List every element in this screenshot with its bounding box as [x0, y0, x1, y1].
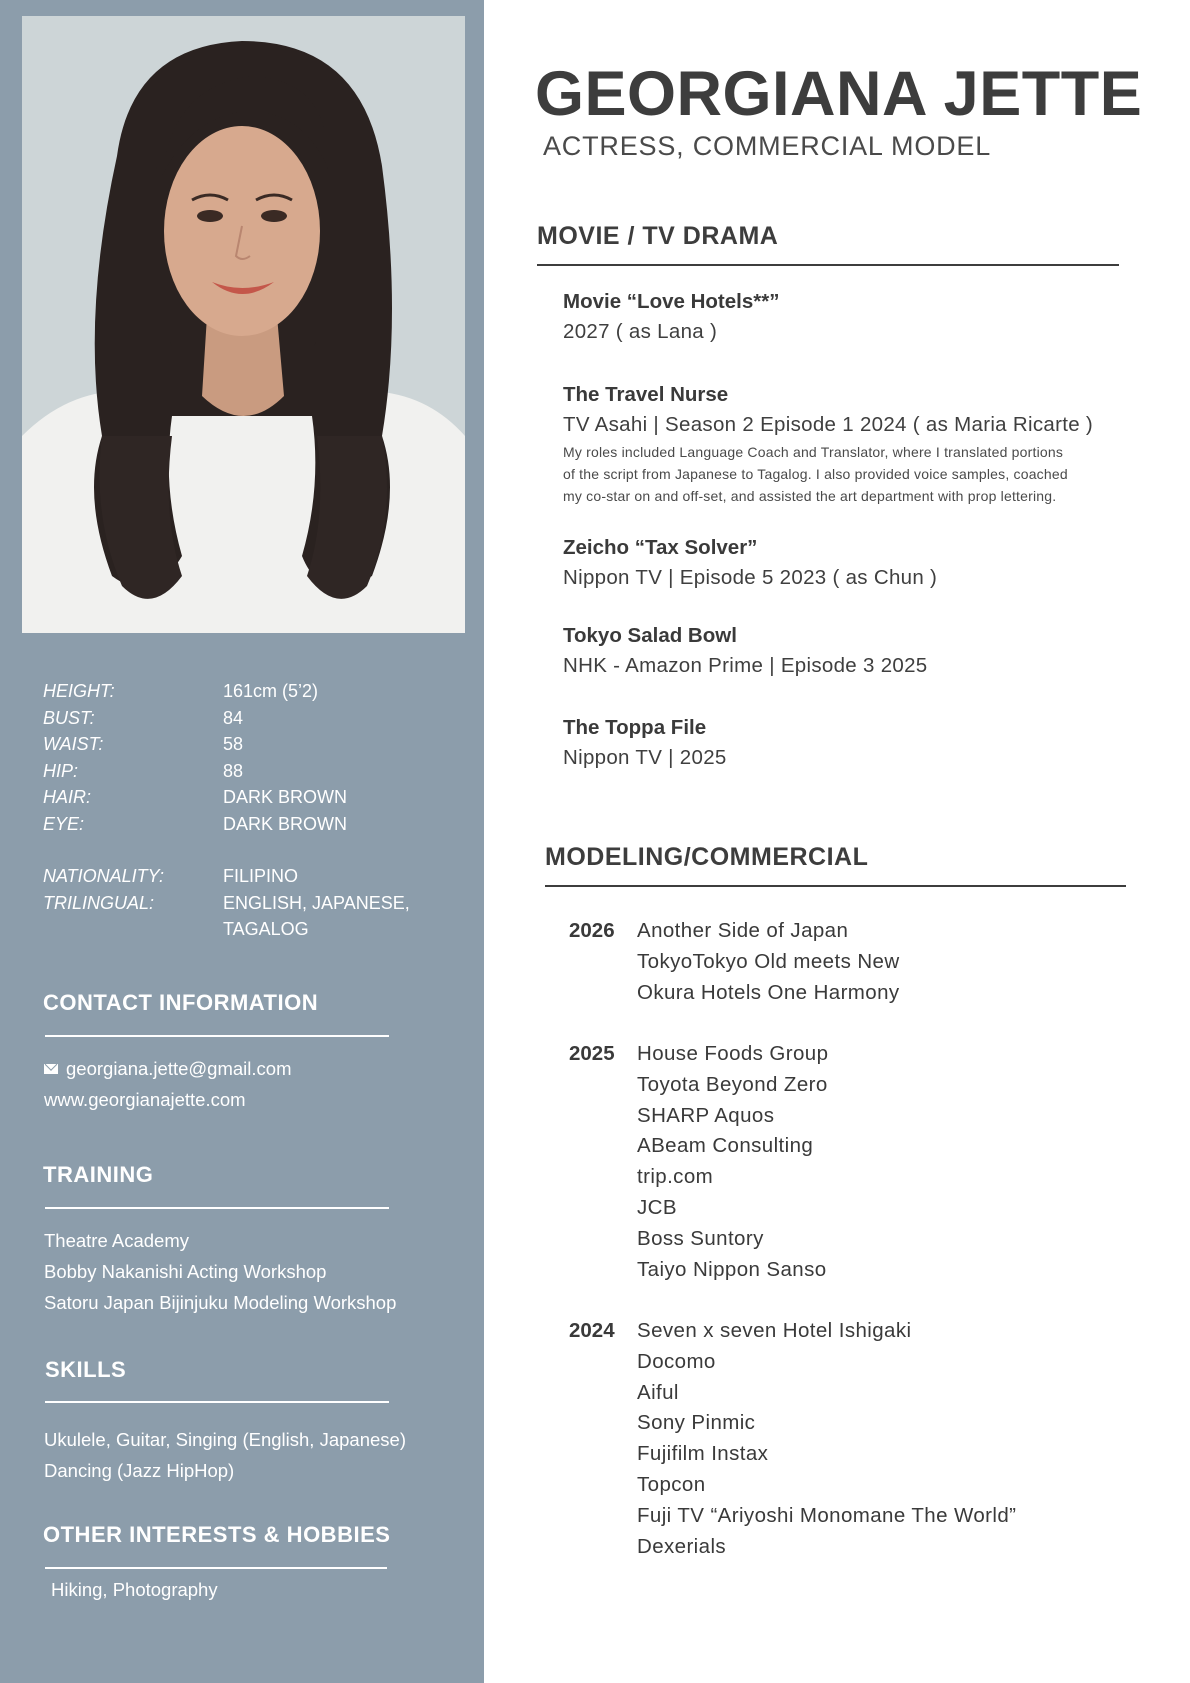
training-item: Bobby Nakanishi Acting Workshop — [44, 1261, 327, 1282]
list-item: trip.com — [637, 1165, 714, 1189]
skills-list — [44, 1424, 406, 1486]
stat-value-line: ENGLISH, JAPANESE, — [223, 892, 410, 913]
list-item: Another Side of Japan — [637, 919, 849, 942]
training-item: Satoru Japan Bijinjuku Modeling Workshop — [44, 1292, 397, 1313]
credit-title: Tokyo Salad Bowl — [563, 624, 737, 647]
email-link[interactable]: georgiana.jette@gmail.com — [66, 1058, 292, 1079]
credit-detail: 2027 ( as Lana ) — [563, 320, 718, 343]
credit-title: Zeicho “Tax Solver” — [563, 536, 758, 559]
stat-value: 84 — [223, 707, 244, 728]
list-item: Docomo — [637, 1349, 716, 1373]
stat-value: 88 — [223, 760, 244, 781]
year-block — [569, 1316, 1016, 1562]
list-item: Seven x seven Hotel Ishigaki — [637, 1319, 912, 1342]
stat-row — [43, 731, 463, 758]
credit-detail: Nippon TV | Episode 5 2023 ( as Chun ) — [563, 566, 938, 589]
training-item: Theatre Academy — [44, 1230, 189, 1251]
credit-item — [563, 621, 1123, 681]
year-block — [569, 1039, 828, 1285]
credit-title: The Toppa File — [563, 716, 707, 739]
stat-row — [43, 705, 463, 732]
profile-photo — [22, 16, 465, 633]
section-divider — [45, 1401, 389, 1403]
modeling-heading: MODELING/COMMERCIAL — [545, 843, 869, 871]
stat-label: HAIR: — [43, 787, 92, 807]
stat-row — [43, 758, 463, 785]
year-label: 2025 — [569, 1042, 615, 1065]
credit-item — [563, 287, 1123, 347]
stat-row — [43, 863, 463, 890]
stat-label: NATIONALITY: — [43, 866, 165, 886]
credit-detail: Nippon TV | 2025 — [563, 746, 727, 769]
list-item: Fujifilm Instax — [637, 1442, 769, 1466]
hobbies-item: Hiking, Photography — [51, 1579, 218, 1600]
spacer — [43, 837, 463, 863]
description-line: of the script from Japanese to Tagalog. I also provided voice samples, coached — [563, 466, 1068, 482]
year-label: 2024 — [569, 1319, 615, 1342]
section-divider — [537, 264, 1119, 266]
year-list — [637, 1316, 1016, 1562]
stat-label: BUST: — [43, 707, 95, 728]
stat-row — [43, 890, 463, 943]
section-divider — [45, 1567, 387, 1569]
hobbies-heading: OTHER INTERESTS & HOBBIES — [43, 1522, 391, 1547]
list-item: Topcon — [637, 1472, 706, 1496]
stat-row — [43, 811, 463, 838]
website-link[interactable]: www.georgianajette.com — [44, 1089, 246, 1110]
description-line: my co-star on and off-set, and assisted the art department with prop lettering. — [563, 488, 1057, 504]
website-line — [44, 1084, 291, 1115]
stat-value: DARK BROWN — [223, 787, 348, 807]
credit-item — [563, 713, 1123, 773]
list-item: ABeam Consulting — [637, 1134, 814, 1158]
description-line: My roles included Language Coach and Translator, where I translated portions — [563, 444, 1064, 460]
portrait-image — [22, 16, 465, 633]
list-item: Dexerials — [637, 1534, 727, 1558]
list-item: Aiful — [637, 1380, 679, 1404]
stat-label: WAIST: — [43, 734, 104, 754]
credit-detail: TV Asahi | Season 2 Episode 1 2024 ( as Maria Ricarte ) — [563, 413, 1094, 436]
list-item: Boss Suntory — [637, 1226, 764, 1250]
stat-value: DARK BROWN — [223, 813, 348, 834]
list-item: TokyoTokyo Old meets New — [637, 949, 900, 973]
stat-value: 161cm (5’2) — [223, 681, 319, 701]
training-list — [44, 1225, 396, 1318]
stat-label: HEIGHT: — [43, 681, 115, 701]
credit-item — [563, 533, 1123, 593]
section-divider — [45, 1207, 389, 1209]
page-title: GEORGIANA JETTE — [535, 59, 1143, 129]
list-item: House Foods Group — [637, 1042, 829, 1065]
credit-item — [563, 380, 1123, 507]
list-item: Taiyo Nippon Sanso — [637, 1257, 827, 1281]
list-item: Okura Hotels One Harmony — [637, 980, 900, 1004]
credit-detail: NHK - Amazon Prime | Episode 3 2025 — [563, 654, 928, 677]
year-block — [569, 916, 900, 1008]
year-list — [637, 916, 900, 1008]
hobbies-list — [51, 1574, 218, 1605]
subtitle: ACTRESS, COMMERCIAL MODEL — [543, 131, 992, 161]
credit-title: The Travel Nurse — [563, 383, 729, 406]
section-divider — [545, 885, 1126, 887]
training-heading: TRAINING — [43, 1162, 154, 1187]
section-divider — [45, 1035, 389, 1037]
list-item: JCB — [637, 1195, 677, 1219]
stat-label: TRILINGUAL: — [43, 892, 155, 913]
year-list — [637, 1039, 828, 1285]
credit-description — [563, 441, 1123, 507]
physical-stats — [43, 678, 463, 943]
stat-value — [223, 890, 463, 943]
skills-item: Dancing (Jazz HipHop) — [44, 1460, 235, 1481]
movie-tv-heading: MOVIE / TV DRAMA — [537, 222, 779, 250]
list-item: Toyota Beyond Zero — [637, 1072, 828, 1096]
list-item: Sony Pinmic — [637, 1411, 756, 1435]
stat-row — [43, 784, 463, 811]
stat-row — [43, 678, 463, 705]
email-line — [44, 1053, 291, 1084]
contact-heading: CONTACT INFORMATION — [43, 990, 319, 1015]
list-item: Fuji TV “Ariyoshi Monomane The World” — [637, 1503, 1017, 1527]
skills-item: Ukulele, Guitar, Singing (English, Japanese) — [44, 1429, 406, 1450]
list-item: SHARP Aquos — [637, 1103, 775, 1127]
stat-value-line: TAGALOG — [223, 919, 309, 939]
stat-label: HIP: — [43, 760, 79, 781]
contact-details — [44, 1053, 291, 1115]
mail-icon — [44, 1064, 58, 1074]
year-label: 2026 — [569, 919, 615, 942]
skills-heading: SKILLS — [45, 1357, 127, 1382]
credit-title: Movie “Love Hotels**” — [563, 290, 780, 313]
stat-value: FILIPINO — [223, 866, 299, 886]
sidebar — [0, 0, 484, 1683]
stat-value: 58 — [223, 734, 244, 754]
stat-label: EYE: — [43, 813, 85, 834]
